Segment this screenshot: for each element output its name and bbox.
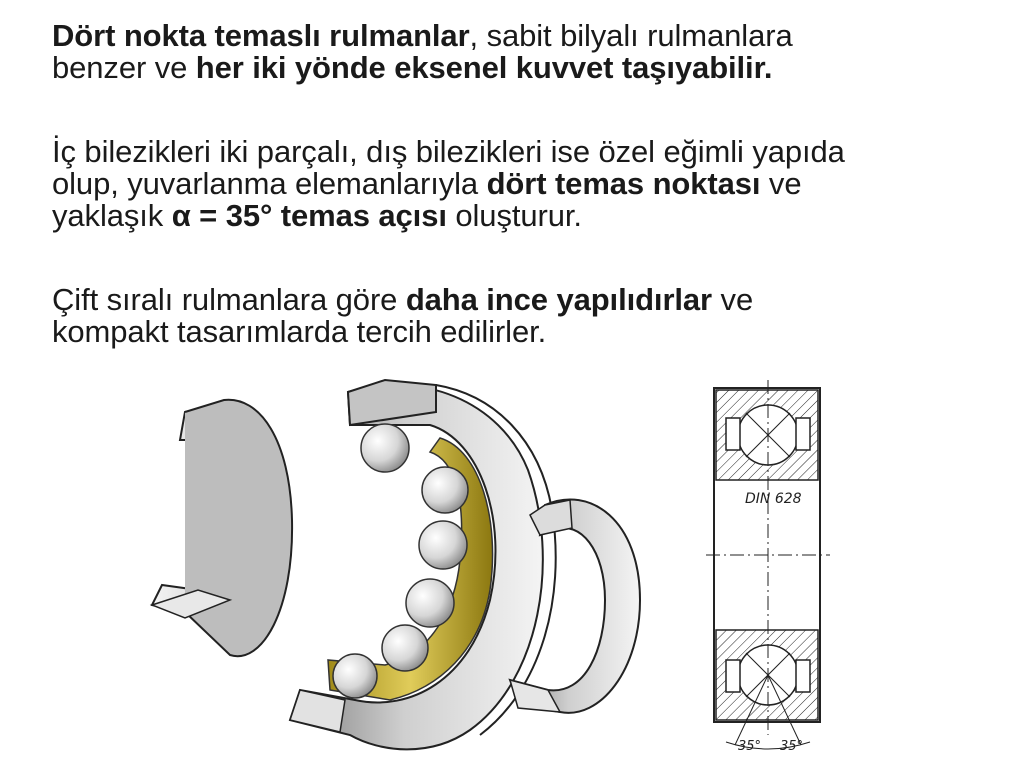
angle-left-label: 35° [738, 739, 762, 754]
bold-text-segment: her iki yönde eksenel kuvvet taşıyabilir. [195, 50, 773, 85]
ball [419, 521, 467, 569]
bold-text-segment: dört temas noktası [486, 166, 761, 201]
ball [333, 654, 377, 698]
angle-right-label: 35° [780, 739, 804, 754]
text-segment: oluşturur. [446, 198, 582, 233]
text-segment: ve [712, 282, 754, 317]
text-segment: olup, yuvarlanma elemanlarıyla [52, 166, 487, 201]
text-segment: benzer ve [52, 50, 196, 85]
text-segment: Çift sıralı rulmanlara göre [52, 282, 406, 317]
standard-label: DIN 628 [745, 491, 802, 507]
bold-text-segment: α = 35° temas açısı [171, 198, 447, 233]
bold-text-segment: Dört nokta temaslı rulmanlar [52, 18, 470, 53]
text-segment: İç bilezikleri iki parçalı, dış bilezikleri ise özel eğimli yapıda [52, 134, 845, 169]
bold-text-segment: daha ince yapılıdırlar [405, 282, 713, 317]
text-segment: kompakt tasarımlarda tercih edilirler. [52, 314, 547, 349]
ball [382, 625, 428, 671]
ball [361, 424, 409, 472]
text-segment: yaklaşık [52, 198, 172, 233]
ball [422, 467, 468, 513]
left-inner-ring-half [152, 400, 292, 656]
text-segment: , sabit bilyalı rulmanlara [469, 18, 793, 53]
cross-section-drawing [706, 380, 830, 754]
ball [406, 579, 454, 627]
text-segment: ve [760, 166, 802, 201]
